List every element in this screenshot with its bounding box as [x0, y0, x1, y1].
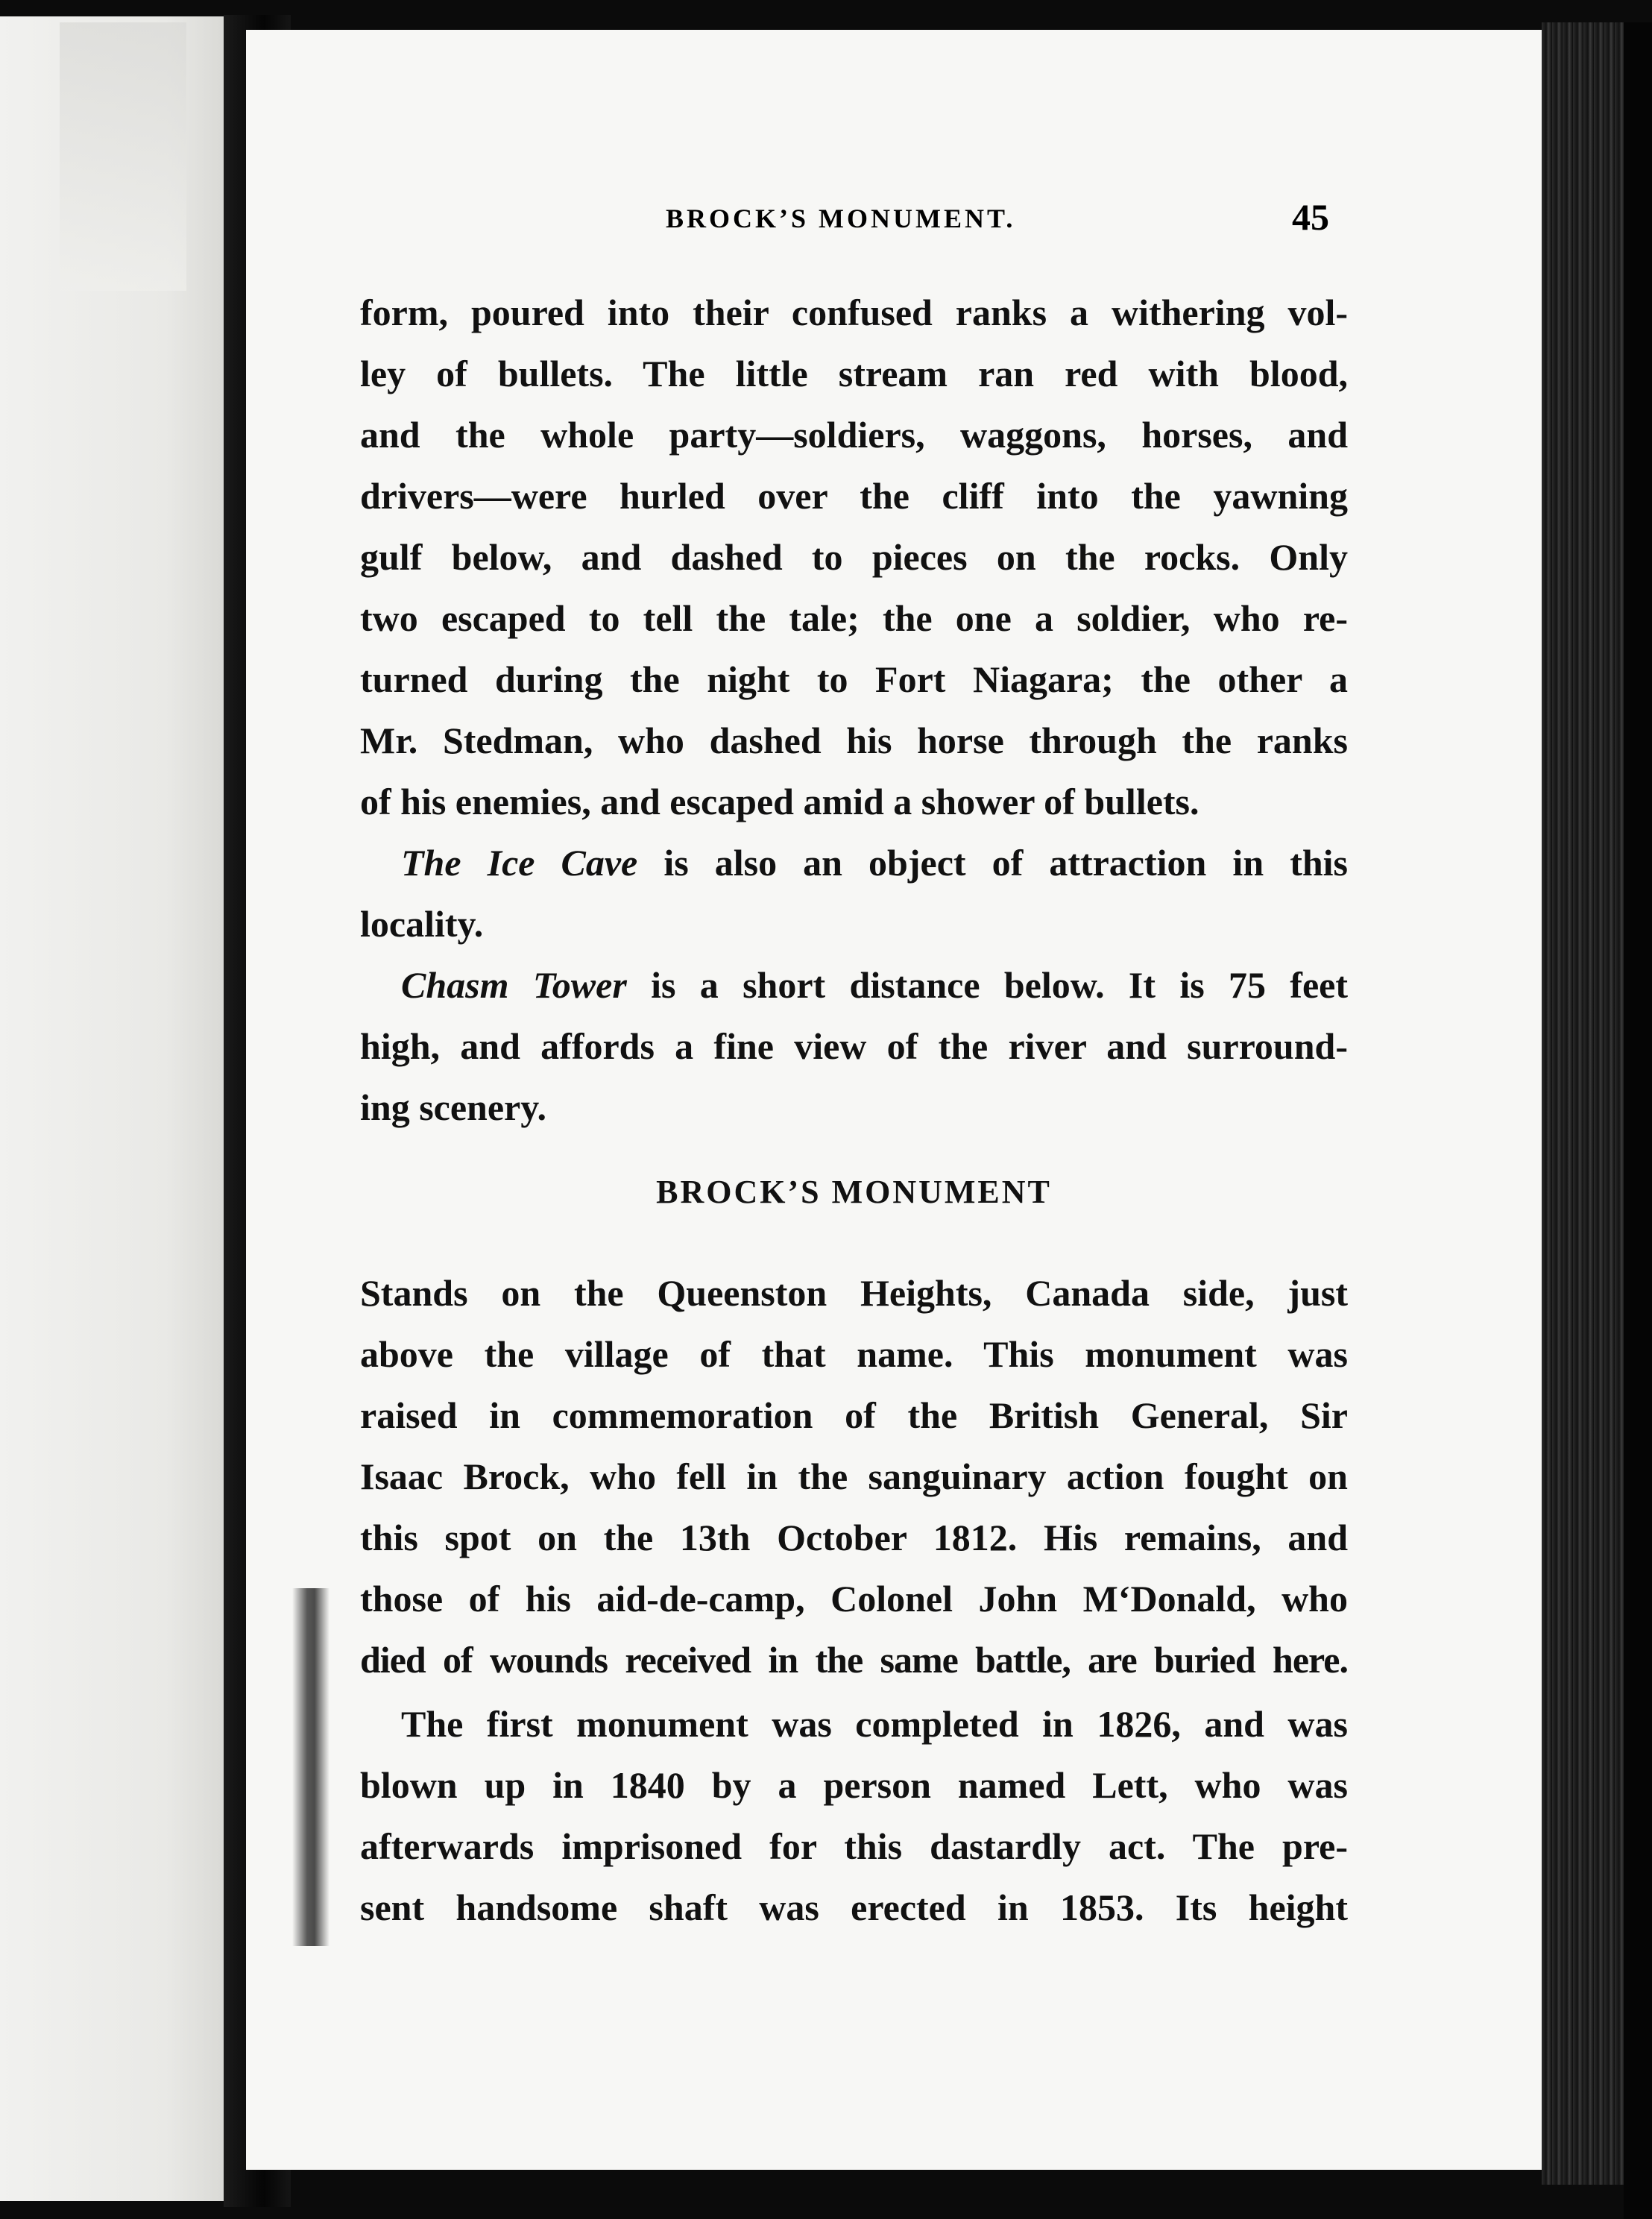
italic-term: The Ice Cave [401, 842, 638, 884]
text-line [360, 954, 1348, 1016]
text-line: gulf below, and dashed to pieces on the rocks. Only [360, 536, 1348, 578]
page-number: 45 [1292, 196, 1329, 238]
text-line: of his enemies, and escaped amid a shower of bullets. [360, 781, 1199, 822]
running-head: BROCK’S MONUMENT. [666, 204, 1016, 233]
text-line: afterwards imprisoned for this dastardly act. The pre- [360, 1825, 1348, 1867]
text-line: The first monument was completed in 1826, and was [401, 1703, 1348, 1745]
text-line: sent handsome shaft was erected in 1853. Its height [360, 1886, 1348, 1928]
text-line: ley of bullets. The little stream ran red with blood, [360, 353, 1348, 394]
text-line: and the whole party—soldiers, waggons, horses, and [360, 414, 1348, 456]
text-line: those of his aid-de-camp, Colonel John M‘Donald, who [360, 1578, 1348, 1620]
text-line: this spot on the 13th October 1812. His remains, and [360, 1517, 1348, 1558]
text-line: form, poured into their confused ranks a withering vol- [360, 292, 1348, 333]
text-line: drivers—were hurled over the cliff into the yawning [360, 475, 1348, 517]
previous-page-edge [0, 16, 237, 2201]
text-line: Mr. Stedman, who dashed his horse through the ranks [360, 720, 1348, 761]
italic-term: Chasm Tower [401, 964, 627, 1006]
text-line: above the village of that name. This monument was [360, 1333, 1348, 1375]
gutter-marks [292, 1588, 330, 1946]
text-line: raised in commemoration of the British General, Sir [360, 1394, 1348, 1436]
scan-border [1624, 22, 1652, 2219]
text-line: Stands on the Queenston Heights, Canada side, just [360, 1272, 1348, 1314]
text-line: locality. [360, 903, 484, 945]
text-line: Isaac Brock, who fell in the sanguinary action fought on [360, 1455, 1348, 1497]
text-line: high, and affords a fine view of the river and surround- [360, 1025, 1348, 1067]
page-stain [60, 22, 186, 291]
text-run: is a short distance below. It is 75 feet [626, 964, 1348, 1006]
text-line: turned during the night to Fort Niagara; the other a [360, 658, 1348, 700]
text-line [360, 832, 1348, 893]
text-line: ing scenery. [360, 1086, 546, 1128]
text-line: died of wounds received in the same battle, are buried here. [360, 1639, 1348, 1681]
text-line: blown up in 1840 by a person named Lett, who was [360, 1764, 1348, 1806]
section-heading: BROCK’S MONUMENT [656, 1174, 1052, 1210]
text-line: two escaped to tell the tale; the one a soldier, who re- [360, 597, 1348, 639]
page-stack-edge [1542, 22, 1624, 2185]
text-run: is also an object of attraction in this [637, 842, 1348, 884]
